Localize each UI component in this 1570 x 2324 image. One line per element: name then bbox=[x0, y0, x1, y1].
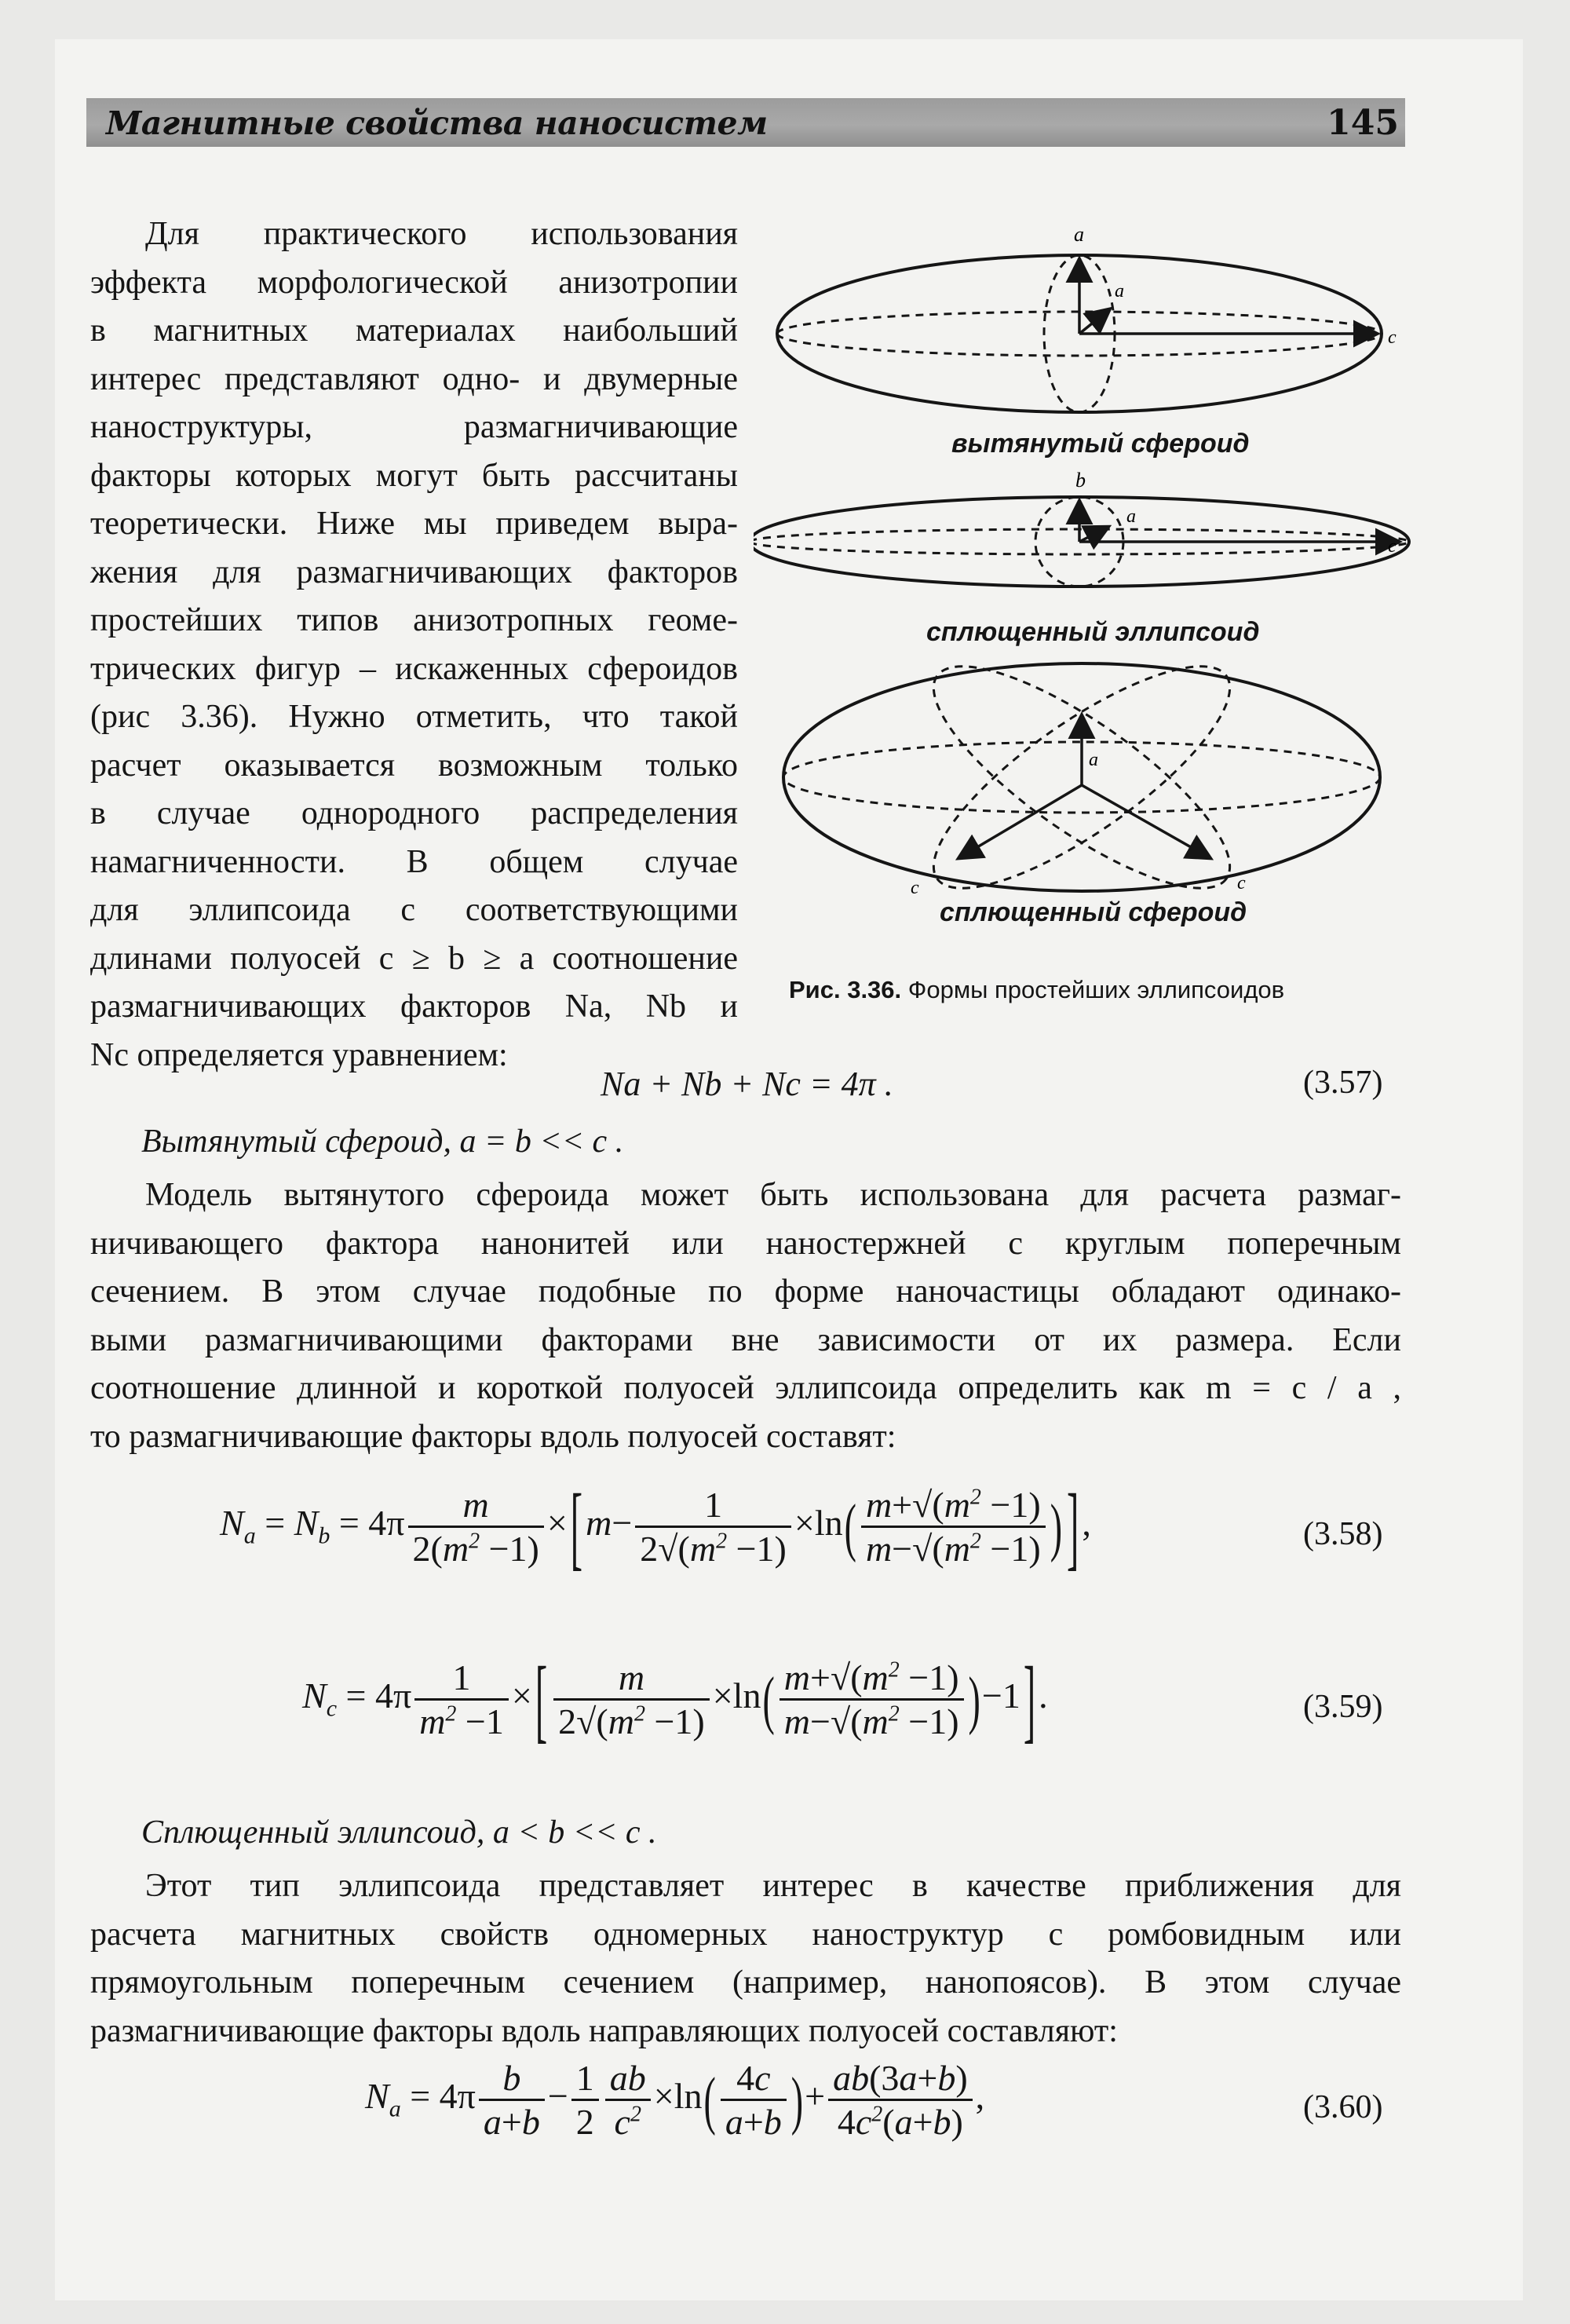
intro-line: факторы которых могут быть рассчитаны bbox=[90, 457, 738, 494]
section1-paragraph: Модель вытянутого сфероида может быть использована для расчета размаг- ничивающего фактора нанонитей или наностержней с круглым поперечным сечением. В этом случае подобные по форме наночастицы обладают одинако- выми размагничивающими факторами вне зависимости от их размера. Если соотношение длинной и короткой полуосей эллипсоида определить как m = c / a , bbox=[90, 1177, 1401, 1406]
ellipsoid-figure bbox=[754, 212, 1421, 919]
figure-label-oblate-ellipsoid: сплющенный эллипсоид bbox=[926, 617, 1260, 647]
equation-3-57: Na + Nb + Nc = 4π . bbox=[601, 1065, 893, 1103]
figure-label-oblate-spheroid: сплющенный сфероид bbox=[940, 897, 1247, 927]
intro-line: трических фигур – искаженных сфероидов bbox=[90, 650, 738, 687]
section1-last-line: то размагничивающие факторы вдоль полуосей составят: bbox=[90, 1419, 896, 1455]
intro-line: теоретически. Ниже мы приведем выра- bbox=[90, 506, 738, 542]
section-heading-oblate-ellipsoid: Сплющенный эллипсоид, a < b << c . bbox=[141, 1814, 657, 1851]
axis-letter-c: c bbox=[1388, 327, 1397, 348]
prolate-spheroid-drawing bbox=[777, 255, 1382, 412]
intro-line: в случае однородного распределения bbox=[90, 795, 738, 831]
axis-letter-c: c bbox=[911, 878, 919, 898]
intro-line: длинами полуосей c ≥ b ≥ a соотношение bbox=[90, 940, 738, 977]
figure-caption-text: Формы простейших эллипсоидов bbox=[901, 976, 1285, 1003]
equation-number-3-58: (3.58) bbox=[1303, 1516, 1383, 1552]
intro-line: эффекта морфологической анизотропии bbox=[90, 264, 738, 301]
axis-letter-c: c bbox=[1388, 536, 1397, 557]
equation-3-58: $N_a = N_b = 4\pi$ $\frac{m}{2(m^2 -1)}$ ×[m− $\frac{1}{2√(m^2 -1)}$ ×ln( $\frac{m+√(m^2 -1)}{m-√(m^2 -1)}$ ) ], bbox=[220, 1474, 1091, 1579]
running-header bbox=[86, 98, 1405, 147]
intro-line: жения для размагничивающих факторов bbox=[90, 554, 738, 590]
section2-paragraph: Этот тип эллипсоида представляет интерес в качестве приближения для расчета магнитных свойств одномерных наноструктур с ромбовидным или прямоугольным поперечным сечением (например, нанопоясов). В этом случае bbox=[90, 1868, 1401, 2001]
equation-number-3-59: (3.59) bbox=[1303, 1689, 1383, 1725]
intro-line: для эллипсоида с соответствующими bbox=[90, 892, 738, 928]
intro-line: размагничивающих факторов Na, Nb и bbox=[90, 988, 738, 1025]
figure-caption-number: Рис. 3.36. bbox=[789, 976, 902, 1003]
equation-3-60: $N_a = 4\pi$ $\frac{b}{a+b}$ − $\frac{1}{2}$ $\frac{ab}{c^2}$ ×ln( $\frac{4c}{a+b}$ )+ $\frac{ab(3a+b)}{4c^2(a+b)}$ , bbox=[365, 2058, 985, 2142]
intro-line: в магнитных материалах наибольший bbox=[90, 312, 738, 349]
intro-last-line: Nc определяется уравнением: bbox=[90, 1037, 508, 1073]
intro-line: простейших типов анизотропных геоме- bbox=[90, 602, 738, 638]
header-title: Магнитные свойства наносистем bbox=[106, 104, 768, 142]
axis-letter-a: a bbox=[1074, 223, 1084, 246]
intro-line: интерес представляют одно- и двумерные bbox=[90, 360, 738, 397]
axis-letter-a: a bbox=[1126, 506, 1136, 527]
oblate-spheroid-drawing bbox=[783, 631, 1380, 919]
page-number: 145 bbox=[1327, 103, 1399, 143]
figure-label-prolate-spheroid: вытянутый сфероид bbox=[951, 429, 1250, 459]
intro-line: расчет оказывается возможным только bbox=[90, 747, 738, 784]
intro-paragraph bbox=[90, 210, 738, 1032]
axis-letter-a: a bbox=[1115, 281, 1124, 301]
intro-line: Для практического использования bbox=[145, 216, 738, 252]
axis-letter-a: a bbox=[1089, 750, 1098, 770]
intro-line: (рис 3.36). Нужно отметить, что такой bbox=[90, 699, 738, 735]
figure-caption bbox=[789, 976, 1284, 1004]
section2-last-line: размагничивающие факторы вдоль направляющих полуосей составляют: bbox=[90, 2013, 1118, 2049]
axis-letter-b: b bbox=[1075, 469, 1086, 491]
intro-line: наноструктуры, размагничивающие bbox=[90, 409, 738, 445]
oblate-ellipsoid-drawing bbox=[754, 497, 1409, 586]
intro-line: намагниченности. В общем случае bbox=[90, 843, 738, 880]
axis-letter-c: c bbox=[1237, 873, 1246, 893]
equation-number-3-57: (3.57) bbox=[1303, 1065, 1383, 1101]
equation-number-3-60: (3.60) bbox=[1303, 2089, 1383, 2125]
equation-3-59: $N_c = 4\pi$ $\frac{1}{m^2 -1}$ ×[ $\frac{m}{2√(m^2 -1)}$ ×ln( $\frac{m+√(m^2 -1)}{m-√(m^2 -1)}$ )−1]. bbox=[302, 1647, 1048, 1752]
section-heading-prolate-spheroid: Вытянутый сфероид, a = b << c . bbox=[141, 1124, 624, 1160]
